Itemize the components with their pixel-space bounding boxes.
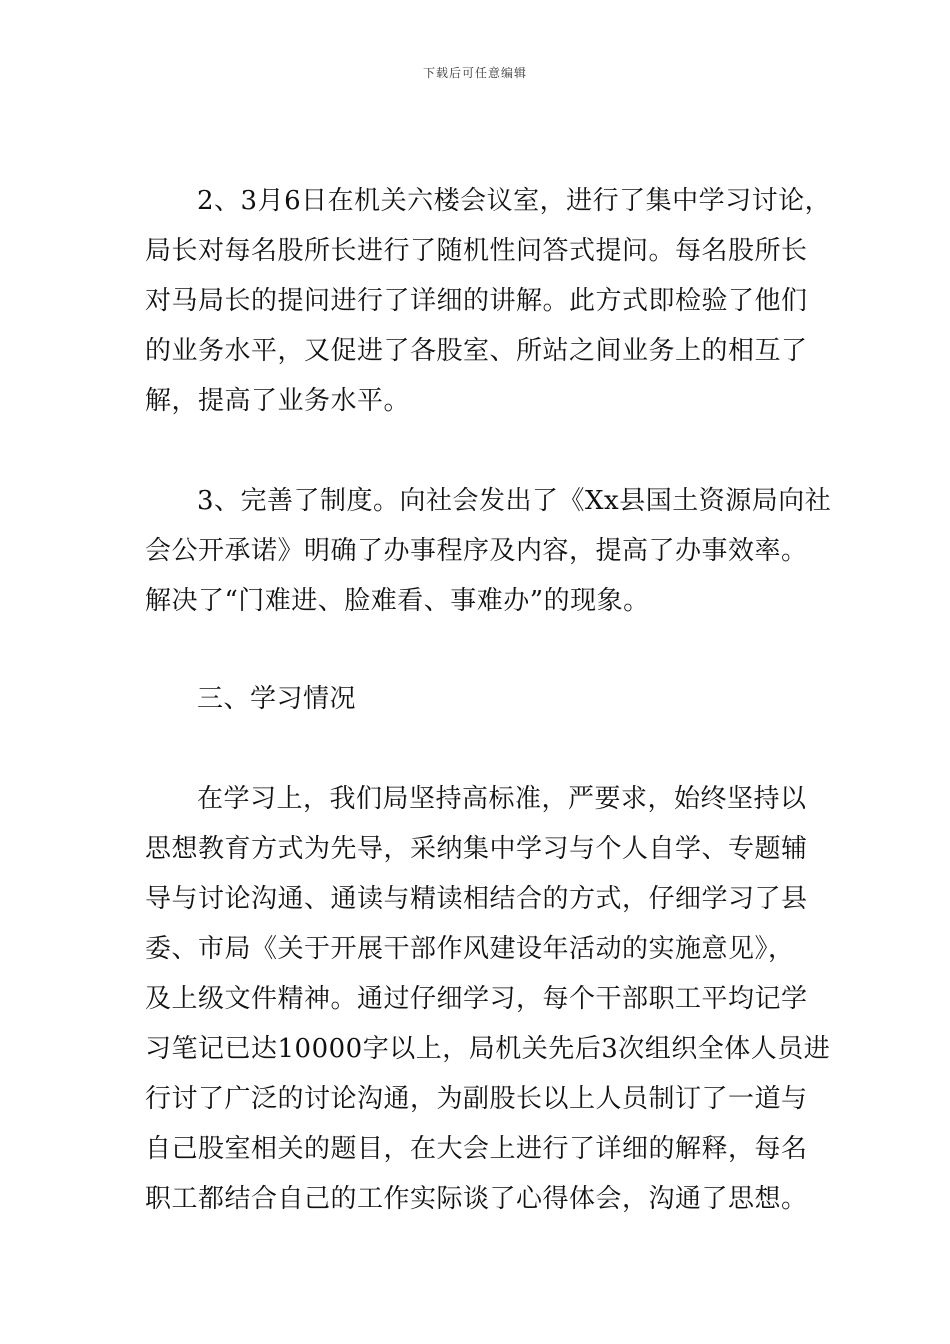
body-text-line: 思想教育方式为先导，采纳集中学习与个人自学、专题辅	[145, 834, 808, 864]
body-text-line: 会公开承诺》明确了办事程序及内容，提高了办事效率。	[145, 536, 808, 566]
body-text-line: 及上级文件精神。通过仔细学习，每个干部职工平均记学	[145, 984, 808, 1014]
section-heading: 三、学习情况	[197, 684, 357, 714]
body-text-line: 行讨了广泛的讨论沟通，为副股长以上人员制订了一道与	[145, 1084, 808, 1114]
body-text-line: 在学习上，我们局坚持高标准，严要求，始终坚持以	[197, 784, 807, 814]
body-text-line: 对马局长的提问进行了详细的讲解。此方式即检验了他们	[145, 286, 808, 316]
body-text-line: 委、市局《关于开展干部作风建设年活动的实施意见》，	[145, 934, 795, 964]
page-header: 下载后可任意编辑	[422, 66, 527, 80]
body-text-line: 习笔记已达10000字以上，局机关先后3次组织全体人员进	[145, 1034, 831, 1064]
body-text-line: 导与讨论沟通、通读与精读相结合的方式，仔细学习了县	[145, 884, 808, 914]
body-text-line: 解决了“门难进、脸难看、事难办”的现象。	[145, 586, 650, 616]
body-text-line: 2、3月6日在机关六楼会议室，进行了集中学习讨论，	[197, 186, 832, 216]
body-text-line: 自己股室相关的题目，在大会上进行了详细的解释，每名	[145, 1134, 808, 1164]
body-text-line: 解，提高了业务水平。	[145, 386, 411, 416]
body-text-line: 局长对每名股所长进行了随机性问答式提问。每名股所长	[145, 236, 808, 266]
body-text-line: 的业务水平，又促进了各股室、所站之间业务上的相互了	[145, 336, 808, 366]
body-text-line: 职工都结合自己的工作实际谈了心得体会，沟通了思想。	[145, 1184, 808, 1214]
body-text-line: 3、完善了制度。向社会发出了《Xx县国土资源局向社	[197, 486, 832, 516]
